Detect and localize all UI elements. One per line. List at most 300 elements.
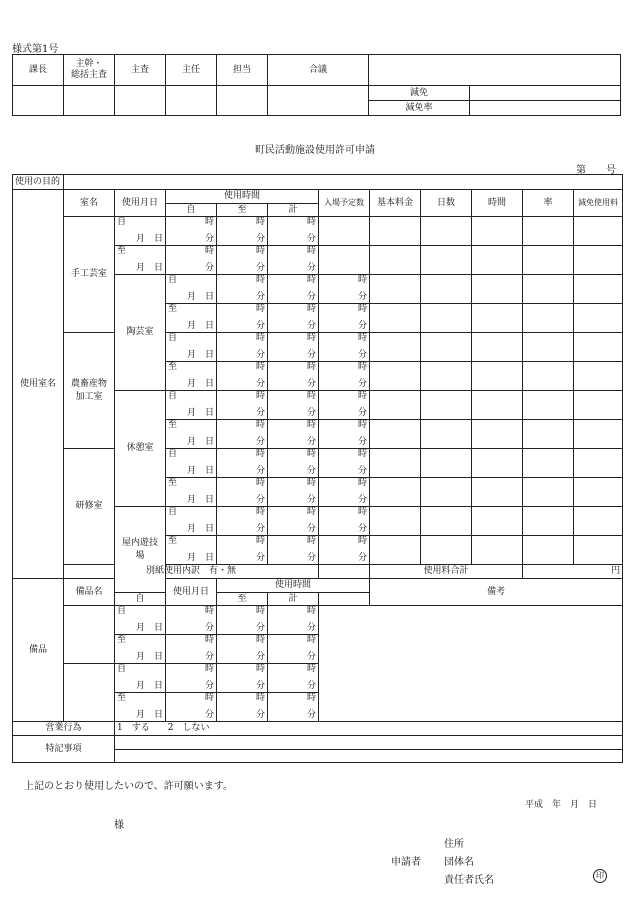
date-cell[interactable]: [166, 449, 217, 478]
time-cell[interactable]: [268, 362, 319, 391]
fee-cell[interactable]: [472, 391, 523, 420]
hour-unit: 時: [306, 449, 316, 459]
time-cell[interactable]: [268, 693, 319, 722]
time-cell[interactable]: [217, 391, 268, 420]
time-cell[interactable]: [268, 246, 319, 275]
date-cell[interactable]: [166, 333, 217, 362]
fee-cell[interactable]: [370, 362, 421, 391]
hour-unit: 時: [255, 449, 265, 459]
time-cell[interactable]: [166, 606, 217, 635]
minute-unit: 分: [255, 234, 265, 244]
hour-unit: 時: [204, 606, 214, 616]
time-cell[interactable]: [268, 420, 319, 449]
time-cell[interactable]: [319, 275, 370, 304]
fee-cell[interactable]: [319, 246, 370, 275]
date-cell-top: 自: [168, 391, 178, 401]
hour-unit: 時: [204, 693, 214, 703]
hour-unit: 時: [255, 333, 265, 343]
date-cell-bottom: 月 日: [186, 495, 214, 505]
fee-cell[interactable]: [421, 217, 472, 246]
date-line: 平成 年 月 日: [525, 800, 598, 810]
fee-cell[interactable]: [574, 536, 623, 565]
genmen-label: 減免: [369, 86, 470, 101]
date-cell[interactable]: [166, 362, 217, 391]
date-cell[interactable]: [166, 536, 217, 565]
date-cell-bottom: 月 日: [186, 466, 214, 476]
date-cell-bottom: 月 日: [135, 234, 163, 244]
fee-cell[interactable]: [421, 449, 472, 478]
main-table: [12, 174, 623, 763]
fee-cell[interactable]: [574, 449, 623, 478]
hour-unit: 時: [357, 507, 367, 517]
minute-unit: 分: [357, 379, 367, 389]
approval-blank: [369, 55, 621, 86]
minute-unit: 分: [255, 321, 265, 331]
date-cell-top: 自: [117, 664, 127, 674]
fee-cell[interactable]: [370, 449, 421, 478]
minute-unit: 分: [306, 524, 316, 534]
fee-cell[interactable]: [370, 507, 421, 536]
addressee: 様: [114, 820, 124, 831]
equipment-time-header: 使用時間: [217, 579, 370, 593]
date-cell-top: 至: [168, 536, 178, 546]
fee-cell[interactable]: [472, 507, 523, 536]
purpose-label: 使用の目的: [13, 175, 64, 190]
applicant-label: 申請者: [391, 857, 421, 868]
header-days: 日数: [421, 190, 472, 217]
date-cell-top: 至: [168, 362, 178, 372]
person-label: 責任者氏名: [444, 875, 494, 886]
fee-cell[interactable]: [523, 275, 574, 304]
time-cell[interactable]: [217, 478, 268, 507]
minute-unit: 分: [255, 524, 265, 534]
date-cell[interactable]: [166, 304, 217, 333]
header-total: 計: [268, 204, 319, 217]
minute-unit: 分: [306, 681, 316, 691]
fee-cell[interactable]: [472, 246, 523, 275]
hour-unit: 時: [306, 693, 316, 703]
equipment-name-cell[interactable]: [64, 664, 115, 722]
minute-unit: 分: [306, 350, 316, 360]
equipment-name-header: 備品名: [64, 579, 115, 606]
page-title: 町民活動施設使用許可申請: [255, 145, 375, 156]
time-cell[interactable]: [217, 606, 268, 635]
approval-header-shusa: 主査: [115, 55, 166, 86]
hour-unit: 時: [204, 664, 214, 674]
fee-cell[interactable]: [523, 304, 574, 333]
fee-cell[interactable]: [523, 420, 574, 449]
fee-cell[interactable]: [421, 246, 472, 275]
fee-cell[interactable]: [574, 275, 623, 304]
hour-unit: 時: [255, 693, 265, 703]
hour-unit: 時: [255, 507, 265, 517]
equipment-from-header: 自: [115, 593, 166, 606]
minute-unit: 分: [306, 437, 316, 447]
date-cell-bottom: 月 日: [186, 524, 214, 534]
approval-table: [12, 54, 621, 116]
minute-unit: 分: [204, 710, 214, 720]
header-attendance: 入場予定数: [319, 190, 370, 217]
hour-unit: 時: [357, 333, 367, 343]
fee-cell[interactable]: [421, 507, 472, 536]
date-cell-top: 至: [168, 420, 178, 430]
minute-unit: 分: [357, 437, 367, 447]
approval-header-tanto: 担当: [217, 55, 268, 86]
hour-unit: 時: [255, 362, 265, 372]
date-cell-top: 至: [117, 693, 127, 703]
fee-cell[interactable]: [523, 507, 574, 536]
hour-unit: 時: [306, 304, 316, 314]
time-cell[interactable]: [268, 449, 319, 478]
hour-unit: 時: [255, 606, 265, 616]
fee-cell[interactable]: [370, 275, 421, 304]
time-cell[interactable]: [217, 246, 268, 275]
hour-unit: 時: [204, 217, 214, 227]
fee-cell[interactable]: [574, 420, 623, 449]
time-cell[interactable]: [319, 449, 370, 478]
hour-unit: 時: [357, 391, 367, 401]
date-cell[interactable]: [115, 693, 166, 722]
date-cell[interactable]: [166, 420, 217, 449]
equipment-name-cell[interactable]: [64, 606, 115, 664]
hour-unit: 時: [306, 217, 316, 227]
hour-unit: 時: [255, 664, 265, 674]
minute-unit: 分: [306, 292, 316, 302]
date-cell-top: 自: [168, 275, 178, 285]
fee-cell[interactable]: [472, 304, 523, 333]
room-name: 手工芸室: [64, 217, 115, 333]
fee-cell[interactable]: [574, 478, 623, 507]
fee-cell[interactable]: [421, 304, 472, 333]
date-cell-bottom: 月 日: [135, 623, 163, 633]
fee-cell[interactable]: [370, 420, 421, 449]
date-cell-top: 自: [117, 217, 127, 227]
date-cell-top: 自: [168, 333, 178, 343]
hour-unit: 時: [357, 478, 367, 488]
time-cell[interactable]: [268, 304, 319, 333]
time-cell[interactable]: [217, 635, 268, 664]
equipment-total-header: 計: [268, 593, 319, 606]
fee-cell[interactable]: [523, 478, 574, 507]
fee-cell[interactable]: [370, 246, 421, 275]
fee-cell[interactable]: [574, 362, 623, 391]
approval-header-kacho: 課長: [13, 55, 64, 86]
date-cell-bottom: 月 日: [186, 350, 214, 360]
date-cell-top: 自: [168, 507, 178, 517]
minute-unit: 分: [357, 292, 367, 302]
header-hours: 時間: [472, 190, 523, 217]
fee-cell[interactable]: [370, 536, 421, 565]
time-cell[interactable]: [319, 420, 370, 449]
minute-unit: 分: [204, 234, 214, 244]
time-cell[interactable]: [217, 217, 268, 246]
room-name: 研修室: [64, 449, 115, 565]
separate-sheet: 別紙使用内訳 有・無: [64, 565, 319, 579]
time-cell[interactable]: [319, 478, 370, 507]
time-cell[interactable]: [217, 664, 268, 693]
address-label: 住所: [444, 839, 464, 850]
fee-cell[interactable]: [370, 217, 421, 246]
fee-cell[interactable]: [370, 304, 421, 333]
date-cell[interactable]: [166, 391, 217, 420]
fee-cell[interactable]: [523, 246, 574, 275]
hour-unit: 時: [255, 391, 265, 401]
minute-unit: 分: [357, 408, 367, 418]
time-cell[interactable]: [268, 664, 319, 693]
hour-unit: 時: [255, 478, 265, 488]
minute-unit: 分: [306, 234, 316, 244]
minute-unit: 分: [255, 652, 265, 662]
date-cell-top: 自: [168, 449, 178, 459]
fee-cell[interactable]: [421, 333, 472, 362]
room-name: 陶芸室: [115, 275, 166, 391]
header-date: 使用月日: [115, 190, 166, 217]
fee-cell[interactable]: [574, 304, 623, 333]
fee-cell[interactable]: [472, 333, 523, 362]
hour-unit: 時: [255, 635, 265, 645]
time-cell[interactable]: [268, 507, 319, 536]
time-cell[interactable]: [217, 333, 268, 362]
minute-unit: 分: [204, 623, 214, 633]
special-label: 特記事項: [13, 736, 115, 763]
purpose-field[interactable]: [64, 175, 623, 190]
fee-cell[interactable]: [421, 391, 472, 420]
minute-unit: 分: [306, 408, 316, 418]
time-cell[interactable]: [268, 536, 319, 565]
minute-unit: 分: [255, 292, 265, 302]
fee-total-label: 使用料合計: [370, 565, 523, 579]
time-cell[interactable]: [319, 304, 370, 333]
document-number: 第 号: [576, 165, 616, 176]
date-cell[interactable]: [166, 275, 217, 304]
date-cell[interactable]: [115, 246, 166, 275]
fee-cell[interactable]: [370, 478, 421, 507]
minute-unit: 分: [204, 681, 214, 691]
hour-unit: 時: [306, 664, 316, 674]
hour-unit: 時: [204, 635, 214, 645]
hour-unit: 時: [357, 420, 367, 430]
hour-unit: 時: [255, 420, 265, 430]
genmen-value[interactable]: [470, 86, 621, 101]
minute-unit: 分: [204, 652, 214, 662]
date-cell[interactable]: [166, 507, 217, 536]
hour-unit: 時: [255, 536, 265, 546]
fee-cell[interactable]: [421, 420, 472, 449]
approval-header-gogi: 合議: [268, 55, 369, 86]
minute-unit: 分: [357, 466, 367, 476]
fee-cell[interactable]: [472, 449, 523, 478]
fee-cell[interactable]: [370, 333, 421, 362]
minute-unit: 分: [357, 524, 367, 534]
hour-unit: 時: [306, 275, 316, 285]
time-cell[interactable]: [268, 275, 319, 304]
equipment-to-header: 至: [217, 593, 268, 606]
room-name: 屋内遊技 場: [115, 507, 166, 593]
hour-unit: 時: [255, 246, 265, 256]
minute-unit: 分: [255, 495, 265, 505]
minute-unit: 分: [306, 652, 316, 662]
fee-cell[interactable]: [472, 420, 523, 449]
minute-unit: 分: [204, 263, 214, 273]
time-cell[interactable]: [217, 420, 268, 449]
time-cell[interactable]: [217, 449, 268, 478]
fee-cell[interactable]: [421, 478, 472, 507]
date-cell-bottom: 月 日: [186, 292, 214, 302]
time-cell[interactable]: [268, 333, 319, 362]
fee-cell[interactable]: [421, 362, 472, 391]
time-cell[interactable]: [319, 507, 370, 536]
time-cell[interactable]: [268, 478, 319, 507]
date-cell-top: 自: [117, 606, 127, 616]
time-cell[interactable]: [166, 246, 217, 275]
hour-unit: 時: [306, 246, 316, 256]
time-cell[interactable]: [319, 391, 370, 420]
fee-cell[interactable]: [574, 391, 623, 420]
request-text: 上記のとおり使用したいので、許可願います。: [24, 781, 233, 792]
fee-cell[interactable]: [319, 217, 370, 246]
time-cell[interactable]: [217, 507, 268, 536]
date-cell-bottom: 月 日: [186, 437, 214, 447]
remarks-field[interactable]: [319, 606, 623, 722]
fee-cell[interactable]: [523, 536, 574, 565]
date-cell-top: 至: [168, 478, 178, 488]
minute-unit: 分: [255, 437, 265, 447]
header-from: 自: [166, 204, 217, 217]
fee-total-yen[interactable]: 円: [523, 565, 623, 579]
fee-cell[interactable]: [370, 391, 421, 420]
header-room: 室名: [64, 190, 115, 217]
fee-cell[interactable]: [421, 536, 472, 565]
time-cell[interactable]: [268, 606, 319, 635]
time-cell[interactable]: [217, 536, 268, 565]
date-cell[interactable]: [115, 217, 166, 246]
special-field[interactable]: [115, 736, 623, 750]
minute-unit: 分: [306, 623, 316, 633]
seal-mark: 印: [593, 869, 607, 883]
time-cell[interactable]: [217, 362, 268, 391]
hour-unit: 時: [306, 507, 316, 517]
minute-unit: 分: [255, 466, 265, 476]
date-cell[interactable]: [166, 478, 217, 507]
time-cell[interactable]: [319, 362, 370, 391]
fee-cell[interactable]: [574, 333, 623, 362]
date-cell-bottom: 月 日: [135, 710, 163, 720]
hour-unit: 時: [357, 275, 367, 285]
fee-cell[interactable]: [472, 536, 523, 565]
hour-unit: 時: [306, 420, 316, 430]
fee-cell[interactable]: [523, 362, 574, 391]
date-cell-bottom: 月 日: [135, 263, 163, 273]
business-label: 営業行為: [13, 722, 115, 736]
rooms-section-label: 使用室名: [13, 190, 64, 579]
minute-unit: 分: [306, 495, 316, 505]
date-cell-bottom: 月 日: [186, 408, 214, 418]
minute-unit: 分: [306, 321, 316, 331]
approval-header-shukan: 主幹・ 総括主査: [64, 55, 115, 86]
time-cell[interactable]: [166, 693, 217, 722]
genmen-rate-label: 減免率: [369, 101, 470, 116]
time-cell[interactable]: [319, 536, 370, 565]
minute-unit: 分: [357, 321, 367, 331]
date-cell-top: 至: [117, 246, 127, 256]
time-cell[interactable]: [268, 217, 319, 246]
hour-unit: 時: [306, 478, 316, 488]
fee-cell[interactable]: [472, 275, 523, 304]
fee-cell[interactable]: [472, 217, 523, 246]
date-cell-bottom: 月 日: [186, 379, 214, 389]
hour-unit: 時: [306, 362, 316, 372]
hour-unit: 時: [255, 217, 265, 227]
fee-cell[interactable]: [472, 478, 523, 507]
date-cell[interactable]: [115, 635, 166, 664]
time-cell[interactable]: [319, 333, 370, 362]
header-rate: 率: [523, 190, 574, 217]
fee-cell[interactable]: [523, 391, 574, 420]
time-cell[interactable]: [166, 664, 217, 693]
hour-unit: 時: [255, 275, 265, 285]
date-cell-bottom: 月 日: [186, 553, 214, 563]
hour-unit: 時: [306, 333, 316, 343]
hour-unit: 時: [306, 635, 316, 645]
minute-unit: 分: [306, 466, 316, 476]
hour-unit: 時: [255, 304, 265, 314]
fee-cell[interactable]: [472, 362, 523, 391]
fee-cell[interactable]: [574, 217, 623, 246]
group-label: 団体名: [444, 857, 474, 868]
remarks-header: 備考: [370, 579, 623, 606]
header-time: 使用時間: [166, 190, 319, 204]
time-cell[interactable]: [268, 635, 319, 664]
room-name: 休憩室: [115, 391, 166, 507]
header-to: 至: [217, 204, 268, 217]
time-cell[interactable]: [217, 693, 268, 722]
date-cell[interactable]: [115, 606, 166, 635]
minute-unit: 分: [255, 553, 265, 563]
room-name: 農畜産物 加工室: [64, 333, 115, 449]
time-cell[interactable]: [166, 217, 217, 246]
time-cell[interactable]: [268, 391, 319, 420]
minute-unit: 分: [306, 553, 316, 563]
time-cell[interactable]: [217, 275, 268, 304]
date-cell[interactable]: [115, 664, 166, 693]
minute-unit: 分: [357, 350, 367, 360]
fee-cell[interactable]: [523, 333, 574, 362]
minute-unit: 分: [255, 379, 265, 389]
minute-unit: 分: [306, 263, 316, 273]
hour-unit: 時: [357, 304, 367, 314]
business-options[interactable]: 1 する 2 しない: [115, 722, 623, 736]
fee-cell[interactable]: [574, 507, 623, 536]
fee-cell[interactable]: [574, 246, 623, 275]
hour-unit: 時: [306, 536, 316, 546]
date-cell-bottom: 月 日: [135, 652, 163, 662]
fee-cell[interactable]: [421, 275, 472, 304]
equipment-date-header: 使用月日: [166, 579, 217, 606]
fee-cell[interactable]: [523, 449, 574, 478]
hour-unit: 時: [204, 246, 214, 256]
minute-unit: 分: [306, 710, 316, 720]
time-cell[interactable]: [166, 635, 217, 664]
fee-cell[interactable]: [523, 217, 574, 246]
time-cell[interactable]: [217, 304, 268, 333]
special-field[interactable]: [115, 750, 623, 763]
minute-unit: 分: [306, 379, 316, 389]
minute-unit: 分: [357, 495, 367, 505]
header-exempt-fee: 減免使用料: [574, 190, 623, 217]
genmen-rate-value[interactable]: [470, 101, 621, 116]
blank-cell[interactable]: [319, 565, 370, 579]
minute-unit: 分: [357, 553, 367, 563]
